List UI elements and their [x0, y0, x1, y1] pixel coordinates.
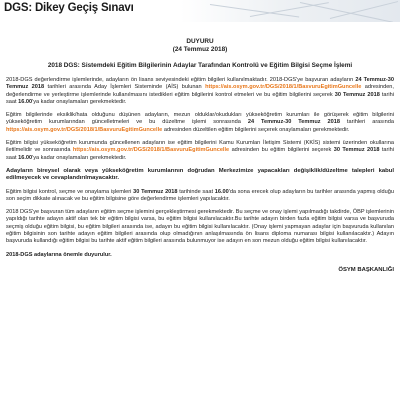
text: Eğitim bilgisi kontrol, seçme ve onaylama işlemleri: [6, 188, 132, 195]
text: 'ya kadar onaylamaları gerekmektedir.: [32, 98, 127, 105]
deadline-time: 16.00: [18, 98, 33, 105]
deadline-date: 30 Temmuz 2018: [333, 147, 380, 154]
paragraph-2: [6, 112, 394, 134]
text: Eğitim bilgisi yükseköğretim kurumunda güncellenen adayların ise eğitim bilgilerini Kamu Kurumları İletişim Sistemi (KKİS) sistemi üzerinden okullarına iletilmelidir ve sonrasında: [6, 140, 394, 154]
header-band: [0, 0, 400, 22]
paragraph-4: Adayların bireysel olarak veya yükseköğretim kurumlarının doğrudan Merkezimize yapacakları değişiklik/düzeltme talepleri kabul edilmeyecek ve cevaplandırılmayacaktır.: [6, 167, 394, 182]
ais-link[interactable]: https://ais.osym.gov.tr/DGS/2018/1/BasvuruEgitimGuncelle: [205, 84, 362, 91]
paragraph-3: [6, 140, 394, 162]
text: tarihleri arasında Aday İşlemleri Sisteminde (AİS) bulunan: [47, 84, 202, 91]
text: tarihi saat: [6, 91, 394, 105]
deadline-time: 16.00: [18, 154, 33, 161]
text: 'ya kadar onaylamaları gerekmektedir.: [32, 154, 127, 161]
text: adresinden, değerlendirme ve yerleştirme işlemlerinde kullanılmasını istedikleri eğitim bilgilerini kontrol etmeleri ve bu eğitim bilgilerini seçerek: [6, 84, 394, 98]
announcement-body: [6, 38, 394, 274]
deadline-time: 16.00: [214, 188, 229, 195]
text: tarihleri arasında: [346, 119, 394, 126]
announcement-subject: 2018 DGS: Sistemdeki Eğitim Bilgilerinin Adaylar Tarafından Kontrolü ve Eğitim Bilgisi Seçme İşlemi: [47, 62, 353, 69]
date-range: 24 Temmuz-30 Temmuz 2018: [6, 77, 394, 91]
paragraph-1: [6, 77, 394, 106]
text: 2018-DGS değerlendirme işlemlerinde, adayların ön lisans seviyesindeki eğitim bilgileri kullanılmaktadır. 2018-DGS'ye başvuran adayların: [6, 77, 354, 83]
announcement-heading: DUYURU: [186, 38, 214, 45]
text: adresinden bu eğitim bilgilerini seçerek: [231, 147, 332, 154]
deadline-date: 30 Temmuz 2018: [133, 188, 178, 195]
closing-note: 2018-DGS adaylarına önemle duyurulur.: [6, 251, 112, 258]
text: adresinden düzeltilen eğitim bilgilerini seçerek onaylamaları gerekmektedir.: [163, 126, 350, 133]
page-title: DGS: Dikey Geçiş Sınavı: [4, 2, 134, 14]
text: Eğitim bilgilerinde eksiklik/hata olduğunu düşünen adayların, mezun olduklar/okudukları yükseköğretim kurumları ile görüşerek eğitim bilgilerini yükseköğretim kurumlarından güncelletmeleri ve bu düzeltme işlemi sonrasında: [6, 112, 394, 126]
announcement-date: (24 Temmuz 2018): [172, 46, 228, 53]
text: 'da sona erecek olup adayların bu tarihler arasında yapmış olduğu son seçim dikkate alınacak ve bu eğitim bilgisine göre değerlendirme işlemleri yapılacaktır.: [6, 188, 394, 202]
paragraph-5: [6, 189, 394, 204]
signature: ÖSYM BAŞKANLIĞI: [338, 266, 394, 273]
text: tarihinde saat: [179, 188, 214, 195]
paragraph-6: 2018 DGS'ye başvuran tüm adayların eğitim seçme işlemini gerçekleştirmesi gerekmektedir. Bu seçme ve onay işlemi yapılmadığı takdirde, ÖBP işlemlerinin yapıldığı tarihte adayın aktif olan tek bir eğitim bilgisi varsa, bu eğitim bilgisi kullanılacaktır.Bu tarihte adayın birden fazla eğitim bilgisi varsa ve başvuruda seçmiş olduğu eğitim bilgisi, bu eğitim bilgileri arasında ise, adayın bu eğitim bilgisi kullanılacaktır. (Onay işlemi yapmayan adaylar için başvuruda kullanılan eğitim bilgisinin son tarihte adayın eğitim bilgileri arasında olup olmadığının anlaşılmasında ön lisans diploma numarası bilgisi kullanılacaktır.) Adayın başvuruda kullandığı eğitim bilgisi bu tarihte aktif eğitim bilgileri arasında bulunmuyor ise adayın en son mezun olduğu eğitim bilgisi kullanılacaktır.: [6, 209, 394, 245]
date-range: 24 Temmuz-30 Temmuz 2018: [247, 119, 340, 126]
deadline-date: 30 Temmuz 2018: [334, 91, 380, 98]
ais-link[interactable]: https://ais.osym.gov.tr/DGS/2018/1/BasvuruEgitimGuncelle: [6, 126, 163, 133]
text: tarihi saat: [6, 147, 394, 161]
ais-link[interactable]: https://ais.osym.gov.tr/DGS/2018/1/BasvuruEgitimGuncelle: [72, 147, 230, 154]
